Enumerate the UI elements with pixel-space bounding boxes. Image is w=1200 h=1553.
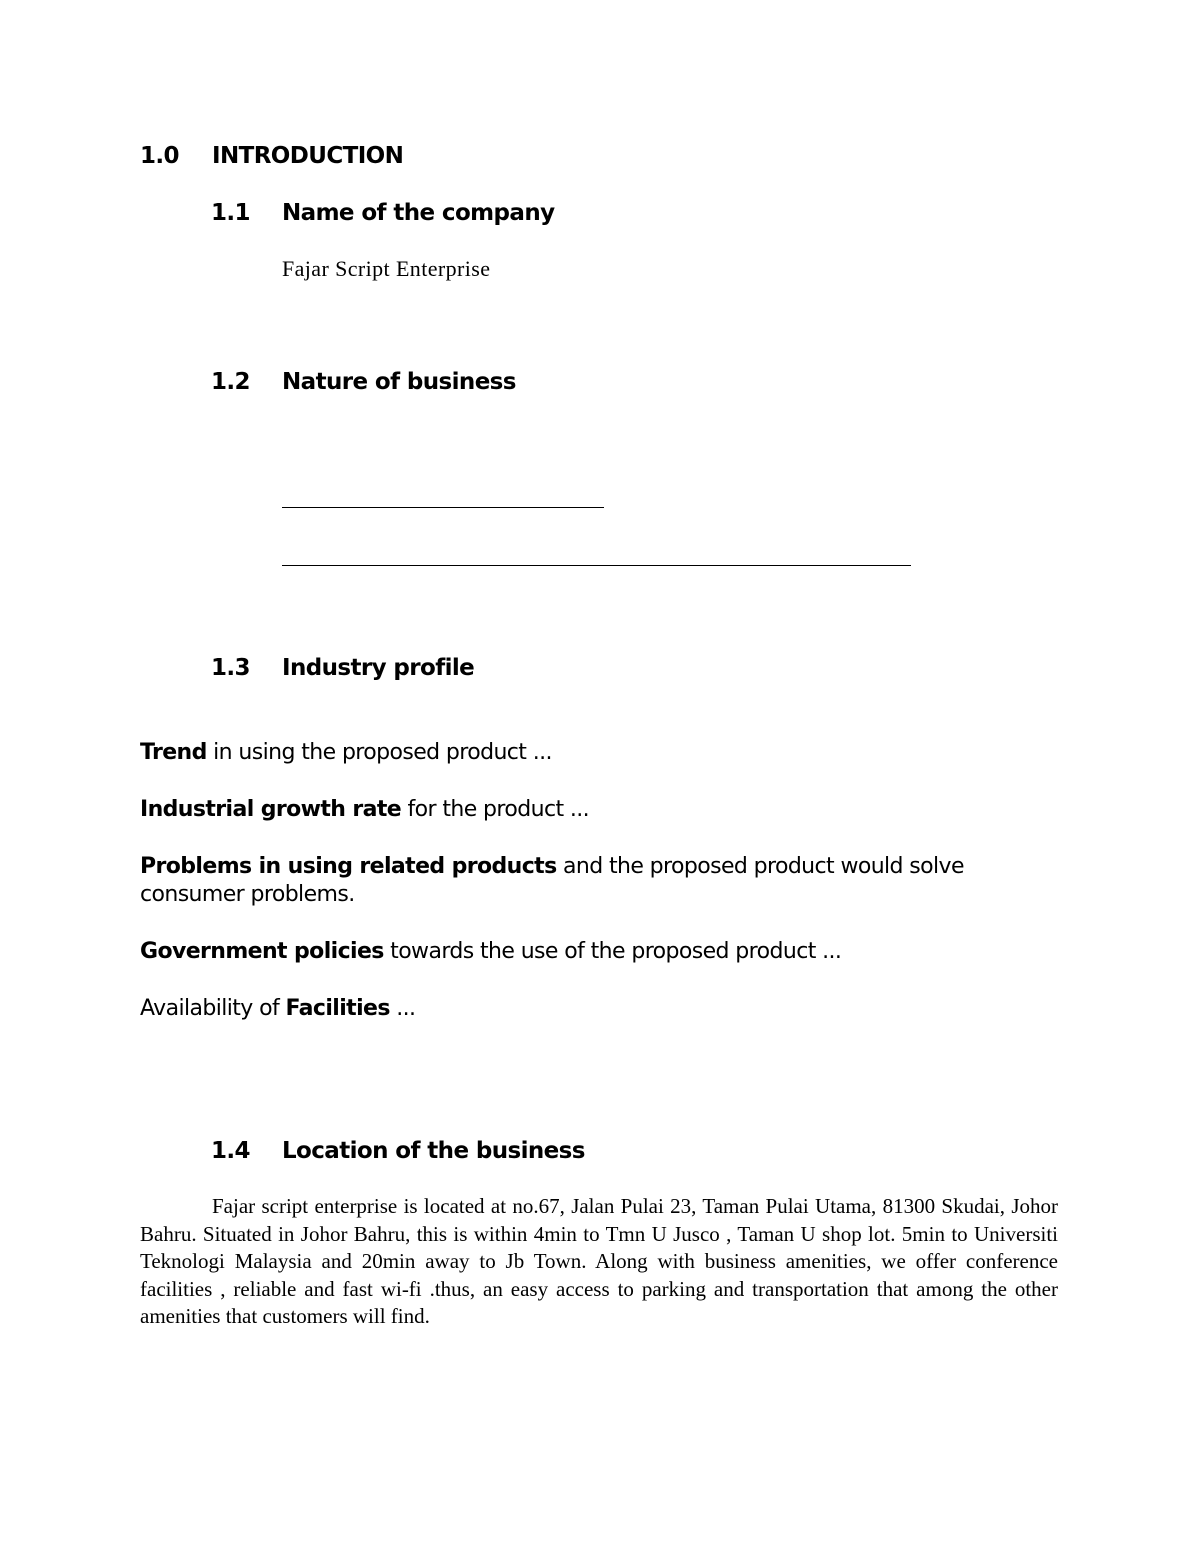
section-number: 1.1	[211, 200, 250, 226]
item-text: towards the use of the proposed product ...	[383, 939, 842, 964]
section-title: Name of the company	[282, 200, 555, 226]
item-keyword: Industrial growth rate	[140, 797, 402, 822]
section-title: Industry profile	[282, 655, 475, 681]
item-text: ...	[389, 996, 416, 1021]
company-name-value: Fajar Script Enterprise	[282, 256, 491, 281]
blank-fill-line-short	[282, 507, 604, 508]
industry-item-facilities	[140, 995, 415, 1023]
item-keyword: Problems in using related products	[140, 854, 557, 879]
location-paragraph: Fajar script enterprise is located at no.67, Jalan Pulai 23, Taman Pulai Utama, 81300 Skudai, Johor Bahru. Situated in Johor Bahru, this is within 4min to Tmn U Jusco , Taman U shop lot. 5min to Universiti Teknologi Malaysia and 20min away to Jb Town. Along with business amenities, we offer conference facilities , reliable and fast wi-fi .thus, an easy access to parking and transportation that among the other amenities that customers will find.	[140, 1194, 1058, 1328]
item-keyword: Government policies	[140, 939, 384, 964]
item-keyword: Trend	[140, 740, 207, 765]
section-title: INTRODUCTION	[212, 143, 404, 169]
section-number: 1.4	[211, 1138, 250, 1164]
item-text: and the proposed product would solve consumer problems.	[140, 854, 964, 907]
section-title: Location of the business	[282, 1138, 585, 1164]
blank-fill-line-long	[282, 565, 911, 566]
industry-item-government-policies	[140, 938, 841, 966]
item-text: in using the proposed product ...	[206, 740, 552, 765]
section-number: 1.2	[211, 369, 250, 395]
item-text: for the product ...	[401, 797, 590, 822]
section-title: Nature of business	[282, 369, 516, 395]
item-keyword: Facilities	[285, 996, 390, 1021]
industry-item-growth-rate	[140, 796, 589, 824]
industry-item-trend	[140, 739, 552, 767]
industry-item-problems	[140, 853, 1020, 909]
section-number: 1.0	[140, 143, 179, 169]
section-number: 1.3	[211, 655, 250, 681]
item-prefix: Availability of	[140, 996, 286, 1021]
